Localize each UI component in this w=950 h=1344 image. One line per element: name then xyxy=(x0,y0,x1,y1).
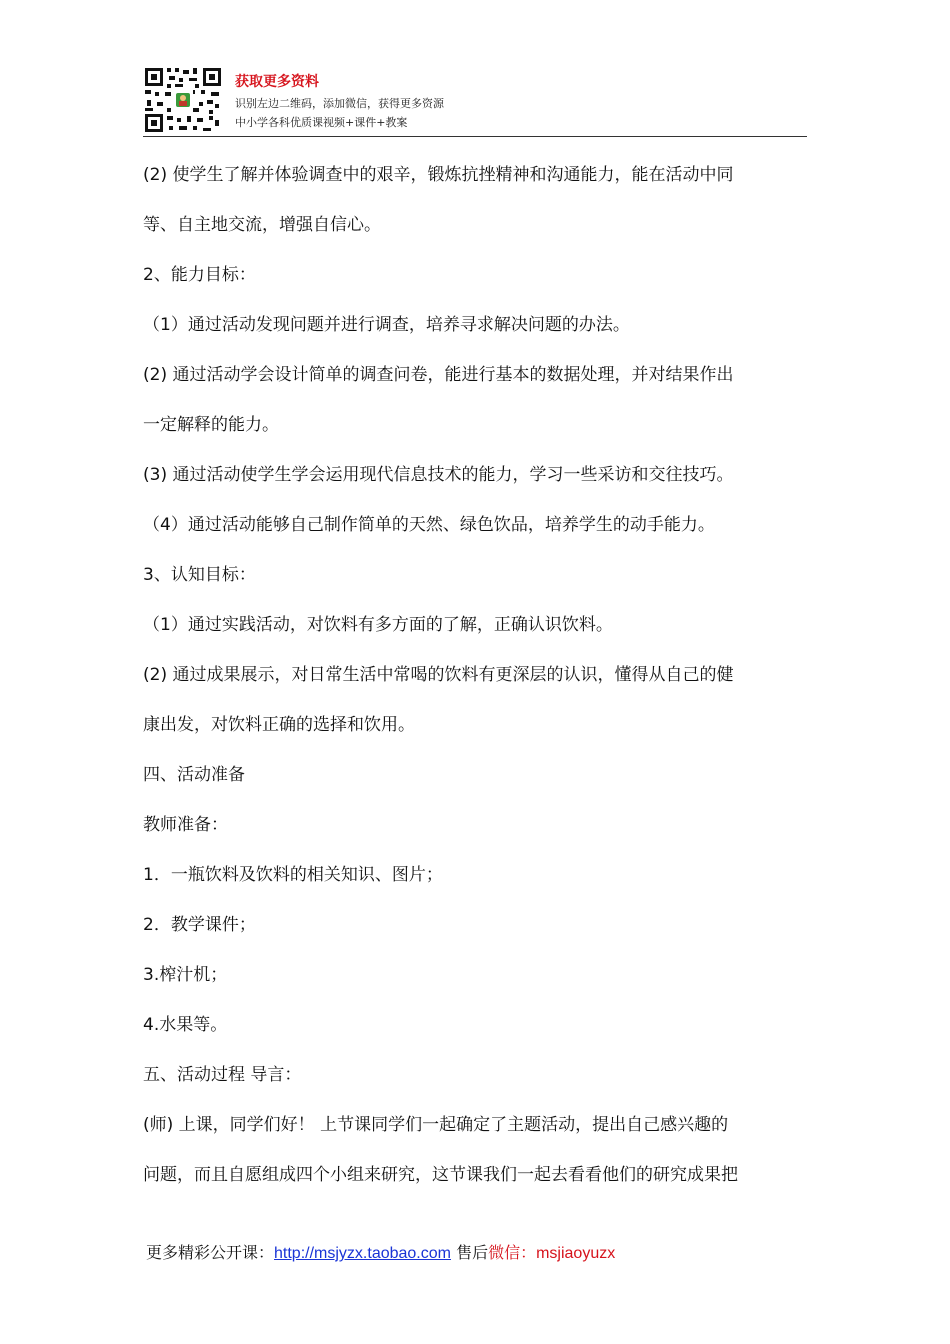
store-link[interactable]: http://msjyzx.taobao.com xyxy=(274,1245,451,1262)
paragraph-line: (师) 上课，同学们好！ 上节课同学们一起确定了主题活动，提出自己感兴趣的 xyxy=(143,1115,729,1135)
section-heading: 3、认知目标： xyxy=(143,565,256,585)
paragraph-line: （1）通过实践活动，对饮料有多方面的了解，正确认识饮料。 xyxy=(143,615,613,635)
paragraph-line: (2) 通过活动学会设计简单的调查问卷，能进行基本的数据处理，并对结果作出 xyxy=(143,365,734,385)
paragraph-line: 一定解释的能力。 xyxy=(143,415,279,435)
qr-code-icon xyxy=(143,66,223,134)
paragraph-line: (2) 使学生了解并体验调查中的艰辛，锻炼抗挫精神和沟通能力，能在活动中同 xyxy=(143,165,734,185)
list-item: 4.水果等。 xyxy=(143,1015,228,1035)
paragraph-line: （4）通过活动能够自己制作简单的天然、绿色饮品，培养学生的动手能力。 xyxy=(143,515,715,535)
wechat-id: msjiaoyuzx xyxy=(536,1245,616,1262)
paragraph-line: （1）通过活动发现问题并进行调查，培养寻求解决问题的办法。 xyxy=(143,315,630,335)
brand-subtitle-2: 中小学各科优质课视频+课件+教案 xyxy=(235,116,408,129)
brand-subtitle-1: 识别左边二维码，添加微信，获得更多资源 xyxy=(235,97,444,110)
paragraph-line: 等、自主地交流，增强自信心。 xyxy=(143,215,381,235)
page-header xyxy=(143,62,807,136)
list-item: 3.榨汁机； xyxy=(143,965,228,985)
brand-title: 获取更多资料 xyxy=(235,74,319,90)
section-heading: 2、能力目标： xyxy=(143,265,256,285)
header-divider xyxy=(143,136,807,137)
paragraph-line: (2) 通过成果展示，对日常生活中常喝的饮料有更深层的认识，懂得从自己的健 xyxy=(143,665,734,685)
wechat-label: 微信： xyxy=(488,1243,537,1262)
list-item: 2．教学课件； xyxy=(143,915,256,935)
paragraph-line: 康出发，对饮料正确的选择和饮用。 xyxy=(143,715,415,735)
document-body xyxy=(143,150,811,1200)
page-footer xyxy=(146,1240,615,1263)
paragraph-line: 问题，而且自愿组成四个小组来研究，这节课我们一起去看看他们的研究成果把 xyxy=(143,1165,738,1185)
footer-prefix: 更多精彩公开课： xyxy=(146,1243,275,1262)
paragraph-line: 教师准备： xyxy=(143,815,228,835)
section-heading: 四、活动准备 xyxy=(143,765,245,785)
list-item: 1．一瓶饮料及饮料的相关知识、图片； xyxy=(143,865,443,885)
paragraph-line: (3) 通过活动使学生学会运用现代信息技术的能力，学习一些采访和交往技巧。 xyxy=(143,465,734,485)
section-heading: 五、活动过程 导言： xyxy=(143,1065,302,1085)
footer-middle: 售后 xyxy=(450,1243,489,1262)
